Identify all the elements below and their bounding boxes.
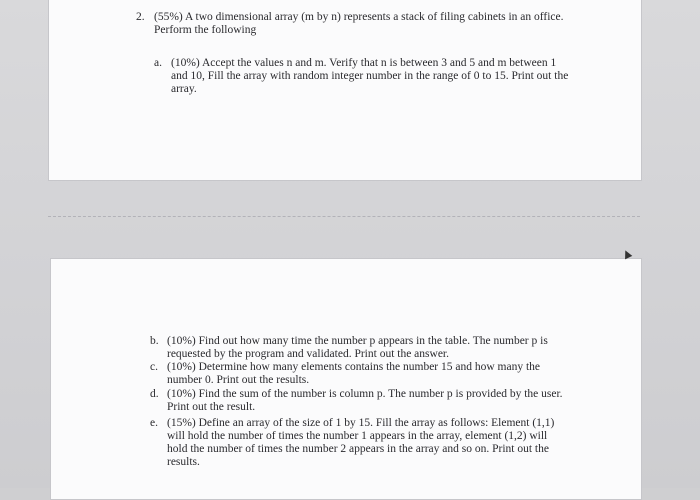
part-c-label: c.	[150, 361, 158, 373]
part-e	[150, 417, 577, 469]
page-divider	[48, 216, 640, 217]
part-e-label: e.	[150, 417, 158, 429]
part-e-line-2: will hold the number of times the number 1 appears in the array, element (1,2) will	[167, 430, 548, 442]
part-b-line-1: (10%) Find out how many time the number p appears in the table. The number p is	[167, 335, 548, 347]
part-e-line-3: hold the number of times the number 2 appears in the array and so on. Print out the	[167, 443, 549, 455]
part-a-line-2: and 10, Fill the array with random integer number in the range of 0 to 15. Print out the	[171, 70, 569, 82]
part-e-line-1: (15%) Define an array of the size of 1 by 15. Fill the array as follows: Element (1,1)	[167, 417, 555, 429]
part-c-line-1: (10%) Determine how many elements contains the number 15 and how many the	[167, 361, 541, 373]
part-c	[150, 361, 577, 387]
part-b	[150, 335, 577, 361]
question-intro	[154, 11, 614, 37]
question-number: 2.	[136, 11, 145, 23]
part-b-label: b.	[150, 335, 159, 347]
part-c-line-2: number 0. Print out the results.	[167, 374, 310, 386]
part-a-label: a.	[154, 57, 162, 69]
part-a-line-3: array.	[171, 83, 197, 95]
part-d-line-2: Print out the result.	[167, 401, 256, 413]
part-d	[150, 388, 577, 414]
question-line-1: (55%) A two dimensional array (m by n) represents a stack of filing cabinets in an office.	[154, 11, 564, 23]
part-a	[154, 57, 591, 96]
part-b-line-2: requested by the program and validated. Print out the answer.	[167, 348, 449, 360]
part-e-line-4: results.	[167, 456, 200, 468]
question-line-2: Perform the following	[154, 24, 257, 36]
part-d-line-1: (10%) Find the sum of the number is column p. The number p is provided by the user.	[167, 388, 563, 400]
part-a-line-1: (10%) Accept the values n and m. Verify that n is between 3 and 5 and m between 1	[171, 57, 557, 69]
part-d-label: d.	[150, 388, 159, 400]
